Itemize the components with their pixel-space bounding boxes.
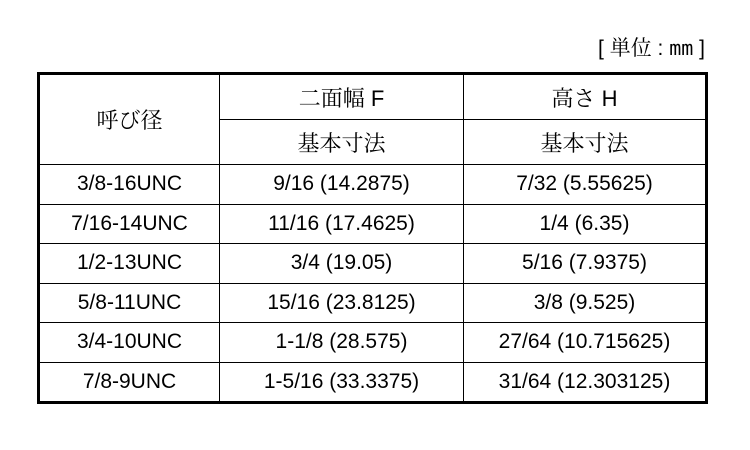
cell-nominal-diameter: 5/8-11UNC: [39, 283, 220, 323]
table-row: [39, 323, 707, 363]
table-row: [39, 165, 707, 205]
table-row: [39, 244, 707, 284]
cell-height: 27/64 (10.715625): [464, 323, 707, 363]
header-width-across-flats: 二面幅 F: [220, 74, 464, 120]
header-row-1: [39, 74, 707, 120]
cell-nominal-diameter: 7/16-14UNC: [39, 204, 220, 244]
cell-width-across-flats: 3/4 (19.05): [220, 244, 464, 284]
cell-height: 5/16 (7.9375): [464, 244, 707, 284]
table-row: [39, 362, 707, 403]
dimension-spec-table: [37, 72, 708, 404]
cell-height: 3/8 (9.525): [464, 283, 707, 323]
unit-label-close-bracket: ]: [693, 37, 705, 60]
header-height: 高さ H: [464, 74, 707, 120]
header-nominal-diameter: 呼び径: [39, 74, 220, 165]
cell-width-across-flats: 15/16 (23.8125): [220, 283, 464, 323]
cell-nominal-diameter: 3/4-10UNC: [39, 323, 220, 363]
subheader-basic-dimension-h: 基本寸法: [464, 120, 707, 165]
unit-label: [37, 34, 705, 63]
cell-nominal-diameter: 1/2-13UNC: [39, 244, 220, 284]
cell-height: 7/32 (5.55625): [464, 165, 707, 205]
subheader-basic-dimension-f: 基本寸法: [220, 120, 464, 165]
table-row: [39, 283, 707, 323]
cell-nominal-diameter: 3/8-16UNC: [39, 165, 220, 205]
table-header: [39, 74, 707, 165]
cell-width-across-flats: 1-1/8 (28.575): [220, 323, 464, 363]
unit-label-open-bracket: [ 単位 :: [598, 37, 670, 60]
unit-label-value: mm: [669, 36, 694, 60]
cell-height: 31/64 (12.303125): [464, 362, 707, 403]
table-row: [39, 204, 707, 244]
cell-width-across-flats: 9/16 (14.2875): [220, 165, 464, 205]
cell-nominal-diameter: 7/8-9UNC: [39, 362, 220, 403]
cell-width-across-flats: 11/16 (17.4625): [220, 204, 464, 244]
table-body: [39, 165, 707, 403]
cell-height: 1/4 (6.35): [464, 204, 707, 244]
cell-width-across-flats: 1-5/16 (33.3375): [220, 362, 464, 403]
